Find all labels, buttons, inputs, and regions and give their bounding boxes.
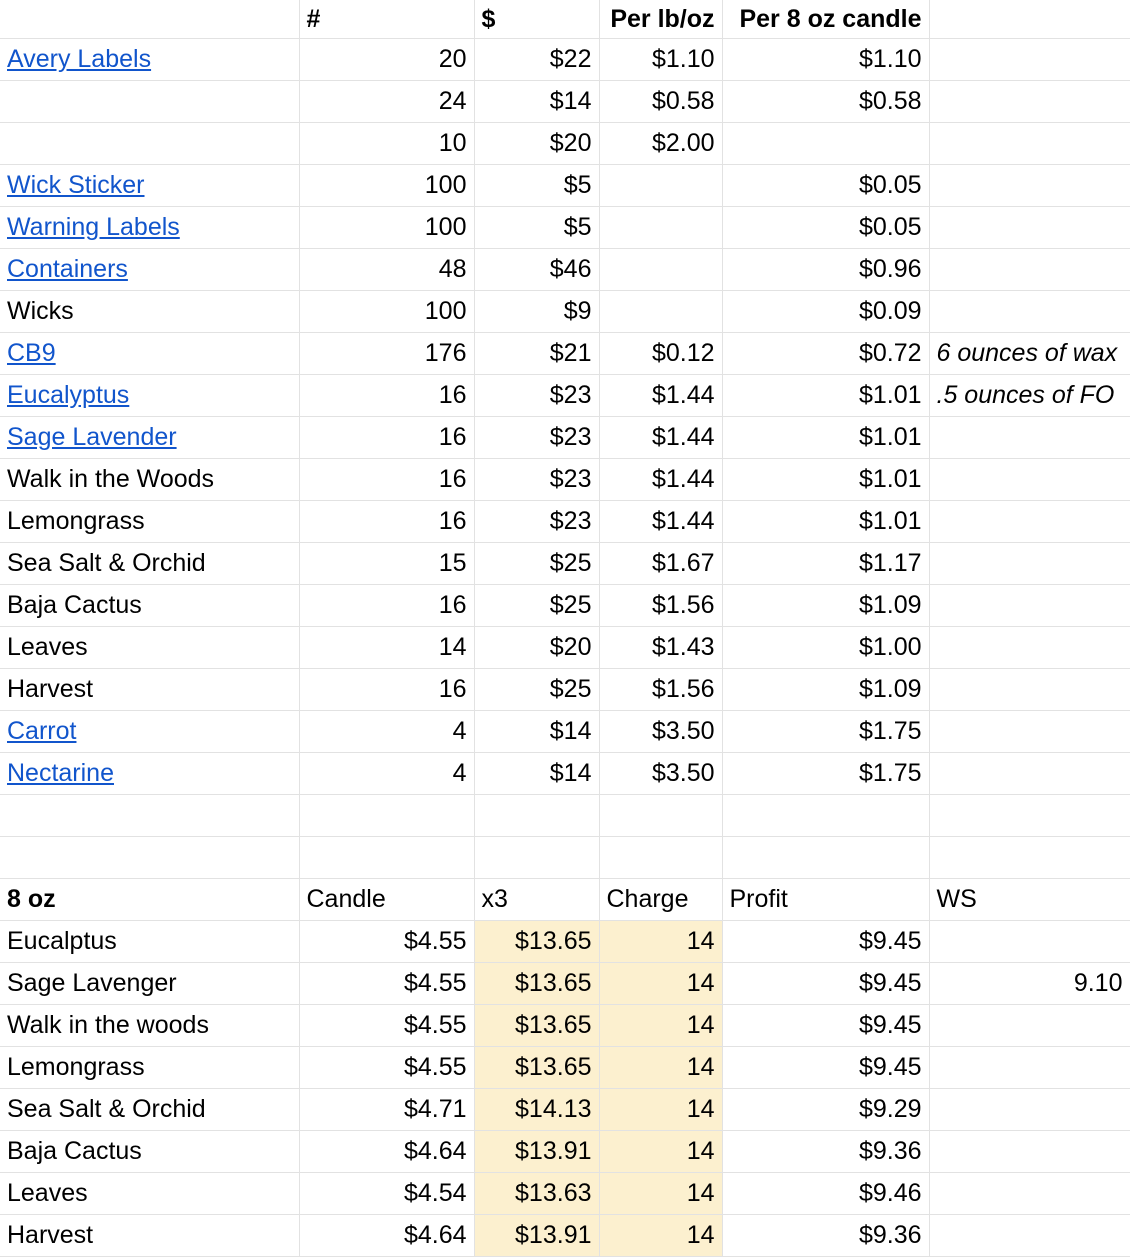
empty-cell[interactable]	[0, 795, 299, 837]
quantity-cell[interactable]: 16	[299, 375, 474, 417]
ws-cell[interactable]	[929, 1173, 1130, 1215]
ws-cell[interactable]	[929, 1005, 1130, 1047]
charge-cell[interactable]: 14	[599, 1089, 722, 1131]
empty-row	[0, 837, 1130, 879]
candle-cost-cell[interactable]: $4.55	[299, 1005, 474, 1047]
candle-cost-cell[interactable]: $4.64	[299, 1131, 474, 1173]
quantity-cell[interactable]: 4	[299, 711, 474, 753]
per-candle-cell[interactable]: $1.01	[722, 501, 929, 543]
cost-cell[interactable]: $22	[474, 39, 599, 81]
note-cell[interactable]	[929, 753, 1130, 795]
note-cell[interactable]	[929, 249, 1130, 291]
per-unit-cell[interactable]	[599, 207, 722, 249]
cost-cell[interactable]: $23	[474, 375, 599, 417]
empty-cell[interactable]	[0, 837, 299, 879]
profit-cell[interactable]: $9.46	[722, 1173, 929, 1215]
supply-row	[0, 459, 1130, 501]
ws-cell[interactable]	[929, 1215, 1130, 1257]
empty-row	[0, 795, 1130, 837]
item-name-cell[interactable]	[0, 165, 299, 207]
column-header[interactable]: $	[474, 0, 599, 39]
pricing-row	[0, 963, 1130, 1005]
per-unit-cell[interactable]	[599, 249, 722, 291]
item-name-cell[interactable]	[0, 711, 299, 753]
quantity-cell[interactable]: 100	[299, 207, 474, 249]
supply-row	[0, 627, 1130, 669]
note-cell[interactable]	[929, 585, 1130, 627]
x3-cell[interactable]: $13.65	[474, 1047, 599, 1089]
empty-cell[interactable]	[599, 837, 722, 879]
cost-cell[interactable]: $23	[474, 417, 599, 459]
item-name-cell[interactable]	[0, 39, 299, 81]
column-header[interactable]: Candle	[299, 879, 474, 921]
quantity-cell[interactable]: 16	[299, 501, 474, 543]
supply-row	[0, 291, 1130, 333]
quantity-cell[interactable]: 16	[299, 417, 474, 459]
quantity-cell[interactable]: 20	[299, 39, 474, 81]
cost-cell[interactable]: $9	[474, 291, 599, 333]
per-unit-cell[interactable]: $1.43	[599, 627, 722, 669]
charge-cell[interactable]: 14	[599, 1005, 722, 1047]
ws-cell[interactable]	[929, 1089, 1130, 1131]
profit-cell[interactable]: $9.36	[722, 1131, 929, 1173]
note-cell[interactable]	[929, 627, 1130, 669]
empty-cell[interactable]	[474, 795, 599, 837]
candle-cost-cell[interactable]: $4.64	[299, 1215, 474, 1257]
supply-row	[0, 165, 1130, 207]
pricing-row	[0, 1173, 1130, 1215]
item-name-cell[interactable]: Harvest	[0, 669, 299, 711]
per-unit-cell[interactable]: $1.67	[599, 543, 722, 585]
candle-cost-cell[interactable]: $4.71	[299, 1089, 474, 1131]
cost-cell[interactable]: $23	[474, 501, 599, 543]
item-name-cell[interactable]	[0, 333, 299, 375]
cost-cell[interactable]: $14	[474, 711, 599, 753]
item-name-cell[interactable]: Baja Cactus	[0, 585, 299, 627]
quantity-cell[interactable]: 10	[299, 123, 474, 165]
per-candle-cell[interactable]: $1.01	[722, 459, 929, 501]
column-header[interactable]: #	[299, 0, 474, 39]
supply-row	[0, 207, 1130, 249]
pricing-row	[0, 1005, 1130, 1047]
per-unit-cell[interactable]: $0.12	[599, 333, 722, 375]
supply-row	[0, 711, 1130, 753]
note-cell[interactable]	[929, 123, 1130, 165]
note-cell[interactable]	[929, 207, 1130, 249]
cost-cell[interactable]: $20	[474, 627, 599, 669]
per-candle-cell[interactable]: $1.75	[722, 753, 929, 795]
empty-cell[interactable]	[722, 837, 929, 879]
item-name-cell[interactable]	[0, 123, 299, 165]
cost-cell[interactable]: $25	[474, 585, 599, 627]
ws-cell[interactable]	[929, 1047, 1130, 1089]
per-candle-cell[interactable]: $1.01	[722, 417, 929, 459]
column-header[interactable]: x3	[474, 879, 599, 921]
note-cell[interactable]	[929, 459, 1130, 501]
note-cell[interactable]	[929, 291, 1130, 333]
per-candle-cell[interactable]: $0.05	[722, 207, 929, 249]
per-candle-cell[interactable]: $0.05	[722, 165, 929, 207]
item-name-cell[interactable]	[0, 81, 299, 123]
empty-cell[interactable]	[474, 837, 599, 879]
quantity-cell[interactable]: 16	[299, 459, 474, 501]
profit-cell[interactable]: $9.45	[722, 921, 929, 963]
column-header[interactable]: 8 oz	[0, 879, 299, 921]
supply-row	[0, 417, 1130, 459]
empty-cell[interactable]	[299, 837, 474, 879]
per-candle-cell[interactable]: $1.09	[722, 585, 929, 627]
item-link[interactable]: Wick Sticker	[7, 171, 145, 199]
ws-cell[interactable]: 9.10	[929, 963, 1130, 1005]
supplies-header-row	[0, 0, 1130, 39]
pricing-row	[0, 1131, 1130, 1173]
empty-cell[interactable]	[722, 795, 929, 837]
supply-row	[0, 123, 1130, 165]
item-name-cell[interactable]	[0, 375, 299, 417]
pricing-row	[0, 921, 1130, 963]
note-cell[interactable]: 6 ounces of wax	[929, 333, 1130, 375]
note-cell[interactable]	[929, 39, 1130, 81]
supply-row	[0, 81, 1130, 123]
item-link[interactable]: Warning Labels	[7, 213, 180, 241]
empty-cell[interactable]	[929, 795, 1130, 837]
charge-cell[interactable]: 14	[599, 1215, 722, 1257]
candle-name-cell[interactable]: Walk in the woods	[0, 1005, 299, 1047]
candle-cost-cell[interactable]: $4.55	[299, 963, 474, 1005]
note-cell[interactable]	[929, 711, 1130, 753]
quantity-cell[interactable]: 100	[299, 291, 474, 333]
cost-cell[interactable]: $23	[474, 459, 599, 501]
cost-cell[interactable]: $20	[474, 123, 599, 165]
item-link[interactable]: Containers	[7, 255, 128, 283]
profit-cell[interactable]: $9.45	[722, 1005, 929, 1047]
supply-row	[0, 585, 1130, 627]
x3-cell[interactable]: $13.63	[474, 1173, 599, 1215]
per-candle-cell[interactable]: $0.72	[722, 333, 929, 375]
column-header[interactable]: WS	[929, 879, 1130, 921]
column-header[interactable]: Charge	[599, 879, 722, 921]
candle-name-cell[interactable]: Leaves	[0, 1173, 299, 1215]
candle-name-cell[interactable]: Lemongrass	[0, 1047, 299, 1089]
per-candle-cell[interactable]: $1.75	[722, 711, 929, 753]
cost-cell[interactable]: $25	[474, 669, 599, 711]
per-unit-cell[interactable]	[599, 165, 722, 207]
per-unit-cell[interactable]: $3.50	[599, 753, 722, 795]
column-header[interactable]: Per 8 oz candle	[722, 0, 929, 39]
item-link[interactable]: CB9	[7, 339, 56, 367]
per-unit-cell[interactable]: $0.58	[599, 81, 722, 123]
supply-row	[0, 39, 1130, 81]
note-cell[interactable]	[929, 417, 1130, 459]
profit-cell[interactable]: $9.36	[722, 1215, 929, 1257]
candle-name-cell[interactable]: Sage Lavenger	[0, 963, 299, 1005]
per-candle-cell[interactable]	[722, 123, 929, 165]
pricing-header-row	[0, 879, 1130, 921]
item-name-cell[interactable]: Sea Salt & Orchid	[0, 543, 299, 585]
x3-cell[interactable]: $13.91	[474, 1131, 599, 1173]
x3-cell[interactable]: $13.91	[474, 1215, 599, 1257]
supply-row	[0, 753, 1130, 795]
candle-cost-cell[interactable]: $4.55	[299, 1047, 474, 1089]
item-name-cell[interactable]	[0, 753, 299, 795]
x3-cell[interactable]: $13.65	[474, 921, 599, 963]
candle-name-cell[interactable]: Sea Salt & Orchid	[0, 1089, 299, 1131]
candle-name-cell[interactable]: Eucalptus	[0, 921, 299, 963]
quantity-cell[interactable]: 16	[299, 669, 474, 711]
item-link[interactable]: Carrot	[7, 717, 77, 745]
item-name-cell[interactable]: Wicks	[0, 291, 299, 333]
per-unit-cell[interactable]: $1.44	[599, 459, 722, 501]
cost-cell[interactable]: $14	[474, 753, 599, 795]
empty-cell[interactable]	[929, 837, 1130, 879]
x3-cell[interactable]: $13.65	[474, 963, 599, 1005]
charge-cell[interactable]: 14	[599, 963, 722, 1005]
candle-cost-cell[interactable]: $4.55	[299, 921, 474, 963]
note-cell[interactable]	[929, 543, 1130, 585]
charge-cell[interactable]: 14	[599, 1131, 722, 1173]
column-header[interactable]: Profit	[722, 879, 929, 921]
candle-name-cell[interactable]: Baja Cactus	[0, 1131, 299, 1173]
quantity-cell[interactable]: 24	[299, 81, 474, 123]
item-name-cell[interactable]	[0, 417, 299, 459]
per-candle-cell[interactable]: $1.01	[722, 375, 929, 417]
charge-cell[interactable]: 14	[599, 1047, 722, 1089]
cost-cell[interactable]: $14	[474, 81, 599, 123]
per-candle-cell[interactable]: $1.00	[722, 627, 929, 669]
note-cell[interactable]	[929, 81, 1130, 123]
pricing-row	[0, 1215, 1130, 1257]
per-unit-cell[interactable]: $1.56	[599, 669, 722, 711]
per-unit-cell[interactable]: $1.44	[599, 417, 722, 459]
profit-cell[interactable]: $9.29	[722, 1089, 929, 1131]
column-header[interactable]	[929, 0, 1130, 39]
profit-cell[interactable]: $9.45	[722, 963, 929, 1005]
x3-cell[interactable]: $13.65	[474, 1005, 599, 1047]
per-unit-cell[interactable]: $1.44	[599, 501, 722, 543]
item-name-cell[interactable]: Lemongrass	[0, 501, 299, 543]
quantity-cell[interactable]: 16	[299, 585, 474, 627]
candle-name-cell[interactable]: Harvest	[0, 1215, 299, 1257]
per-candle-cell[interactable]: $0.09	[722, 291, 929, 333]
item-name-cell[interactable]	[0, 249, 299, 291]
item-link[interactable]: Avery Labels	[7, 45, 152, 73]
per-candle-cell[interactable]: $0.58	[722, 81, 929, 123]
supply-row	[0, 249, 1130, 291]
empty-cell[interactable]	[599, 795, 722, 837]
quantity-cell[interactable]: 15	[299, 543, 474, 585]
pricing-row	[0, 1089, 1130, 1131]
note-cell[interactable]: .5 ounces of FO	[929, 375, 1130, 417]
supply-row	[0, 375, 1130, 417]
cost-cell[interactable]: $21	[474, 333, 599, 375]
charge-cell[interactable]: 14	[599, 1173, 722, 1215]
per-unit-cell[interactable]: $1.56	[599, 585, 722, 627]
per-candle-cell[interactable]: $1.17	[722, 543, 929, 585]
per-candle-cell[interactable]: $1.09	[722, 669, 929, 711]
per-unit-cell[interactable]: $1.10	[599, 39, 722, 81]
supply-row	[0, 501, 1130, 543]
cost-cell[interactable]: $5	[474, 165, 599, 207]
ws-cell[interactable]	[929, 921, 1130, 963]
quantity-cell[interactable]: 4	[299, 753, 474, 795]
empty-cell[interactable]	[299, 795, 474, 837]
charge-cell[interactable]: 14	[599, 921, 722, 963]
item-name-cell[interactable]: Leaves	[0, 627, 299, 669]
quantity-cell[interactable]: 176	[299, 333, 474, 375]
note-cell[interactable]	[929, 501, 1130, 543]
per-unit-cell[interactable]: $1.44	[599, 375, 722, 417]
column-header[interactable]: Per lb/oz	[599, 0, 722, 39]
cost-cell[interactable]: $25	[474, 543, 599, 585]
supply-row	[0, 333, 1130, 375]
quantity-cell[interactable]: 14	[299, 627, 474, 669]
per-unit-cell[interactable]: $2.00	[599, 123, 722, 165]
candle-cost-cell[interactable]: $4.54	[299, 1173, 474, 1215]
quantity-cell[interactable]: 100	[299, 165, 474, 207]
item-name-cell[interactable]	[0, 207, 299, 249]
ws-cell[interactable]	[929, 1131, 1130, 1173]
profit-cell[interactable]: $9.45	[722, 1047, 929, 1089]
note-cell[interactable]	[929, 165, 1130, 207]
per-candle-cell[interactable]: $1.10	[722, 39, 929, 81]
x3-cell[interactable]: $14.13	[474, 1089, 599, 1131]
quantity-cell[interactable]: 48	[299, 249, 474, 291]
column-header[interactable]	[0, 0, 299, 39]
item-link[interactable]: Eucalyptus	[7, 381, 130, 409]
pricing-row	[0, 1047, 1130, 1089]
per-unit-cell[interactable]	[599, 291, 722, 333]
item-link[interactable]: Sage Lavender	[7, 423, 177, 451]
note-cell[interactable]	[929, 669, 1130, 711]
item-link[interactable]: Nectarine	[7, 759, 114, 787]
per-unit-cell[interactable]: $3.50	[599, 711, 722, 753]
item-name-cell[interactable]: Walk in the Woods	[0, 459, 299, 501]
cost-cell[interactable]: $5	[474, 207, 599, 249]
supply-row	[0, 669, 1130, 711]
supply-row	[0, 543, 1130, 585]
per-candle-cell[interactable]: $0.96	[722, 249, 929, 291]
cost-cell[interactable]: $46	[474, 249, 599, 291]
